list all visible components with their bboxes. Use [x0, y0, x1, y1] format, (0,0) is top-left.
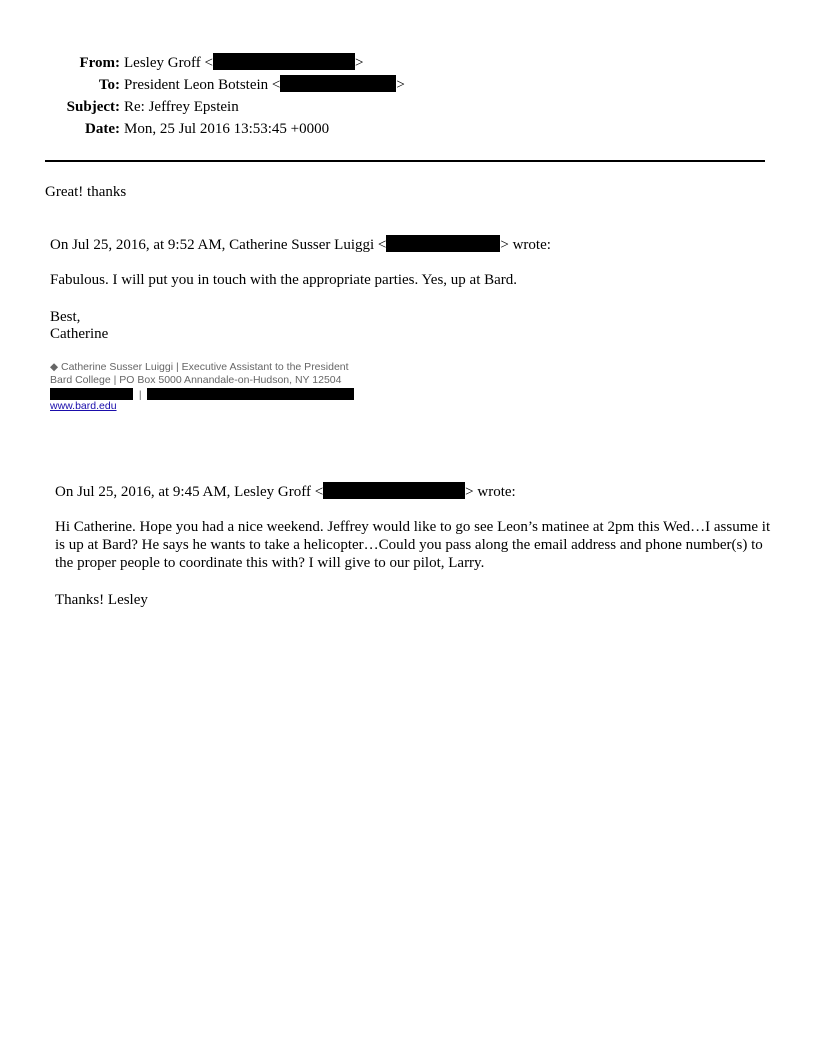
- header-from-row: [0, 53, 760, 73]
- quote1-attribution-suffix: > wrote:: [500, 237, 551, 253]
- to-label: To:: [98, 77, 120, 93]
- from-value: Lesley Groff <: [124, 55, 213, 71]
- quote2-body: Hi Catherine. Hope you had a nice weekend. Jeffrey would like to go see Leon’s matinee at 2pm this Wed…I assume it is up at Bard? He says he wants to take a helicopter…Could you pass along the email address and phone number(s) to the proper people to coordinate this with? I will give to our pilot, Larry.: [55, 519, 771, 571]
- quote2-attribution-prefix: On Jul 25, 2016, at 9:45 AM, Lesley Groff <: [55, 484, 324, 500]
- quote1-name: Catherine: [50, 326, 109, 342]
- signature-link-row: [50, 400, 117, 413]
- header-subject-row: [0, 97, 760, 117]
- quote2-closing: Thanks! Lesley: [55, 592, 148, 608]
- quote2-attribution: [55, 482, 516, 501]
- redaction-box: [386, 235, 500, 252]
- redaction-box: [50, 388, 133, 400]
- subject-value: Re: Jeffrey Epstein: [124, 99, 239, 115]
- quote2-attribution-suffix: > wrote:: [465, 484, 516, 500]
- header-to-row: [0, 75, 760, 95]
- redaction-box: [323, 482, 465, 499]
- header-divider: [45, 160, 765, 162]
- signature-line1: ◆ Catherine Susser Luiggi | Executive Assistant to the President: [50, 361, 349, 373]
- from-label: From:: [79, 55, 120, 71]
- website-link[interactable]: www.bard.edu: [50, 400, 117, 412]
- quote1-attribution: [50, 235, 551, 254]
- redaction-box: [280, 75, 396, 92]
- from-close: >: [355, 55, 364, 71]
- date-value: Mon, 25 Jul 2016 13:53:45 +0000: [124, 121, 330, 137]
- quote1-body: Fabulous. I will put you in touch with the appropriate parties. Yes, up at Bard.: [50, 272, 518, 288]
- date-label: Date:: [85, 121, 120, 137]
- subject-label: Subject:: [66, 99, 120, 115]
- quote1-closing: Best,: [50, 309, 81, 325]
- signature-line2: Bard College | PO Box 5000 Annandale-on-Hudson, NY 12504: [50, 374, 342, 386]
- redaction-box: [147, 388, 354, 400]
- redaction-box: [213, 53, 355, 70]
- header-date-row: [0, 119, 760, 139]
- to-value: President Leon Botstein <: [124, 77, 281, 93]
- quote1-attribution-prefix: On Jul 25, 2016, at 9:52 AM, Catherine Susser Luiggi <: [50, 237, 387, 253]
- to-close: >: [396, 77, 405, 93]
- reply-body: Great! thanks: [45, 184, 127, 200]
- signature-separator: |: [138, 389, 142, 401]
